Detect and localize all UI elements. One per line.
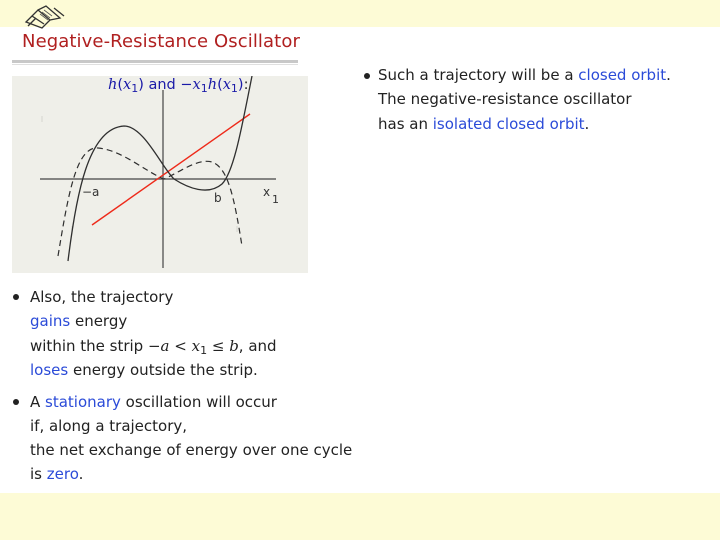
right-bullet-line1: Such a trajectory will be a closed orbit. [378, 66, 671, 84]
bullet3-line1: A stationary oscillation will occur [30, 393, 277, 411]
red-line [92, 114, 250, 225]
bullet3-line2: if, along a trajectory, [30, 417, 188, 435]
zero-term: zero [46, 465, 79, 483]
strip-inequality: $-a < x_1 \le b$ [147, 337, 239, 357]
caption-h1: h [108, 77, 118, 93]
stationary-term: stationary [45, 393, 121, 411]
label-neg-a: −a [82, 185, 100, 199]
right-bullet-line3: has an isolated closed orbit. [378, 115, 590, 133]
caption-x1: x [123, 77, 132, 93]
label-x-axis-sub: 1 [272, 193, 279, 206]
top-band [0, 0, 720, 27]
bullet2-line1: Also, the trajectory [30, 288, 174, 306]
title-underline-shadow [12, 64, 298, 65]
bullet3-line4: is zero. [30, 465, 84, 483]
bullet-dot [13, 399, 19, 405]
bullet3-line3: the net exchange of energy over one cycle [30, 441, 353, 459]
right-bullet-line2: The negative-resistance oscillator [378, 90, 632, 108]
loses-term: loses [30, 361, 69, 379]
bullet2-line2: gains energy [30, 312, 128, 330]
caption-and: and [148, 77, 176, 93]
bullet-dot [364, 73, 370, 79]
isolated-closed-orbit-term: isolated closed orbit [432, 115, 585, 133]
caption-x2: x [192, 77, 201, 93]
institution-logo-icon [20, 2, 68, 30]
caption-h2: h [207, 77, 218, 93]
title-underline [12, 60, 298, 63]
gains-term: gains [30, 312, 71, 330]
label-b: b [214, 191, 222, 205]
h-curve [68, 76, 252, 261]
bottom-band [0, 493, 720, 540]
bullet-dot [13, 294, 19, 300]
closed-orbit-term: closed orbit [578, 66, 667, 84]
bullet2-line3: within the strip $-a < x_1 \le b$, and [30, 337, 277, 357]
h-function-plot [12, 76, 308, 273]
figure-caption: $h(x_1)$ and $-x_1h(x_1)$: [108, 77, 249, 95]
bullet2-line4: loses energy outside the strip. [30, 361, 258, 379]
label-x-axis: x [263, 185, 271, 199]
slide-title: Negative-Resistance Oscillator [22, 31, 300, 52]
